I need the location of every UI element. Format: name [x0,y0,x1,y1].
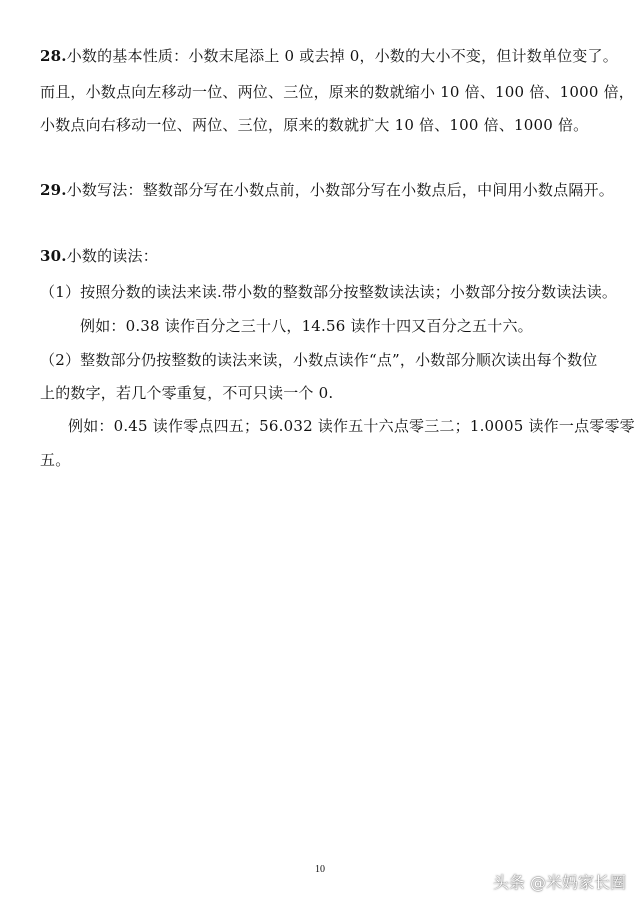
section-30-heading [40,246,158,266]
section-30-example-2-line-2: 五。 [40,451,71,469]
section-28-title: 小数的基本性质： [66,47,189,65]
section-29-line-1 [40,180,614,200]
section-28-number: 28. [40,47,67,65]
section-29-title: 小数写法： [66,181,143,199]
section-28-line-3: 小数点向右移动一位、两位、三位，原来的数就扩大 10 倍、100 倍、1000 倍。 [40,116,589,134]
section-29-text: 整数部分写在小数点前，小数部分写在小数点后，中间用小数点隔开。 [142,181,614,199]
section-30-rule-1: （1）按照分数的读法来读.带小数的整数部分按整数读法读；小数部分按分数读法读。 [40,283,618,301]
section-30-rule-2-line-1: （2）整数部分仍按整数的读法来读，小数点读作“点”，小数部分顺次读出每个数位 [40,351,598,369]
section-28-text: 小数末尾添上 0 或去掉 0，小数的大小不变，但计数单位变了。 [188,47,618,65]
section-28-line-1 [40,46,618,66]
section-29-number: 29. [40,181,67,199]
section-30-example-1: 例如：0.38 读作百分之三十八，14.56 读作十四又百分之五十六。 [80,317,533,335]
watermark: 头条 @米妈家长圈 [492,873,626,892]
page-number: 10 [315,864,325,875]
section-28-line-2: 而且，小数点向左移动一位、两位、三位，原来的数就缩小 10 倍、100 倍、1000 倍， [40,83,634,101]
section-30-example-2-line-1: 例如：0.45 读作零点四五；56.032 读作五十六点零三二；1.0005 读作一点零零零 [68,417,635,435]
section-30-title: 小数的读法： [66,247,158,265]
section-30-rule-2-line-2: 上的数字，若几个零重复，不可只读一个 0. [40,384,334,402]
section-30-number: 30. [40,247,67,265]
